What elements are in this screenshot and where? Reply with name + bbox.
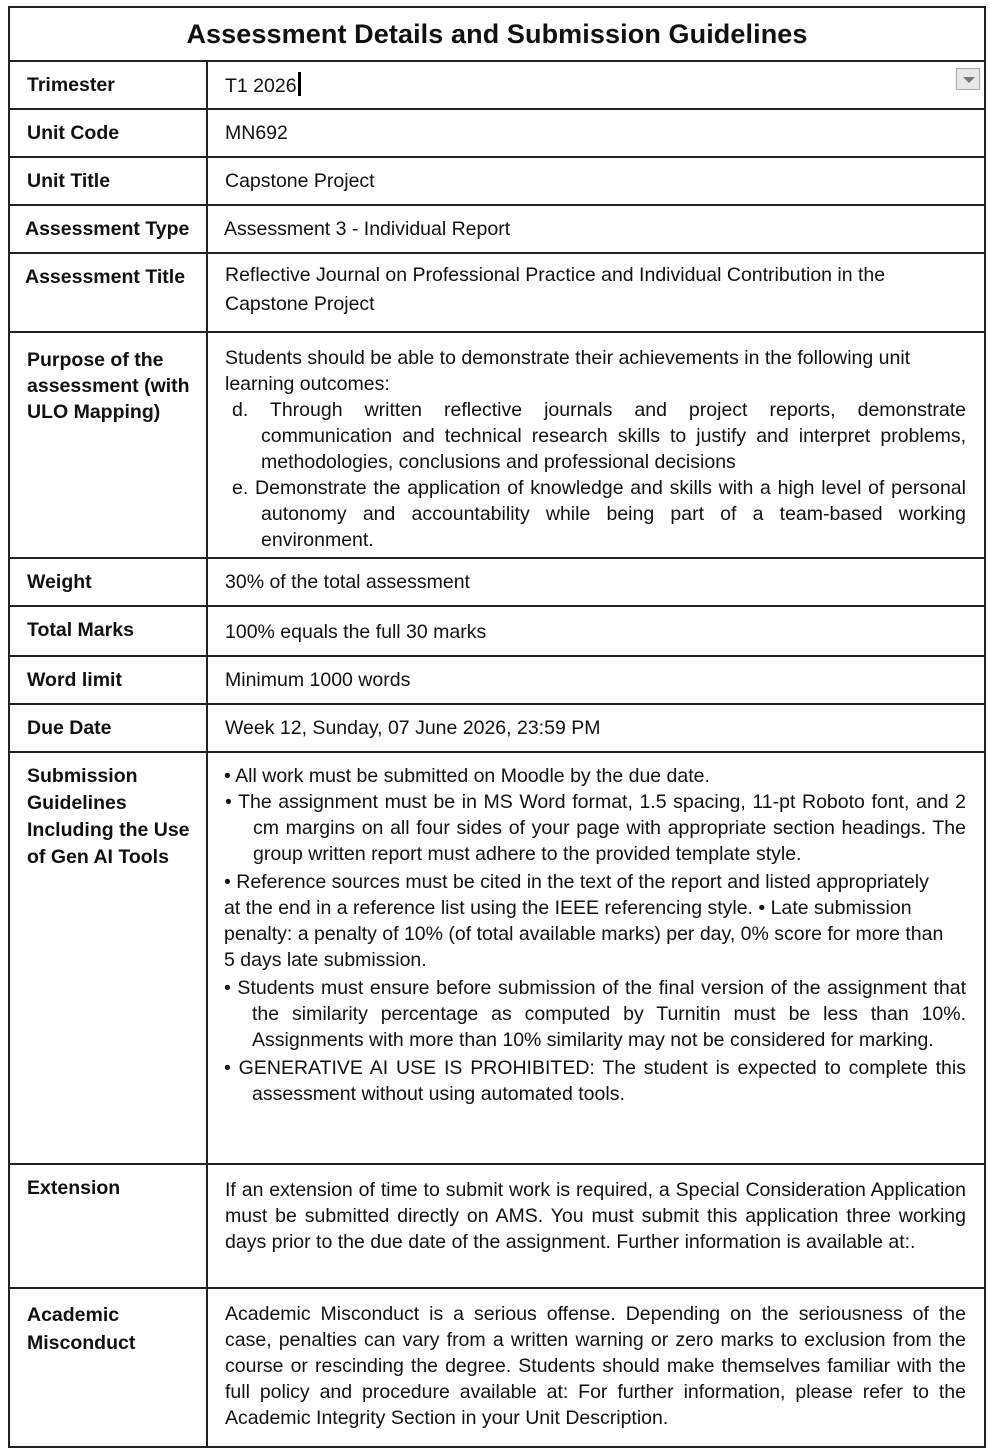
table-header <box>10 8 984 62</box>
ulo-list <box>225 397 966 553</box>
text-cursor <box>298 72 301 96</box>
assessment-title-value: Reflective Journal on Professional Practice and Individual Contribution in the Capstone Project <box>225 264 886 315</box>
row-submission-guidelines <box>10 753 984 1165</box>
row-extension <box>10 1165 984 1289</box>
row-label: Trimester <box>10 62 208 108</box>
assessment-type-value: Assessment 3 - Individual Report <box>224 218 511 240</box>
row-weight <box>10 559 984 607</box>
row-assessment-title <box>10 254 984 333</box>
guideline-item: • All work must be submitted on Moodle by the due date. <box>224 765 710 787</box>
guideline-item: • GENERATIVE AI USE IS PROHIBITED: The student is expected to complete this assessment without using automated tools. <box>224 1057 966 1105</box>
word-limit-value: Minimum 1000 words <box>225 669 411 691</box>
row-label: Word limit <box>10 657 208 703</box>
unit-title-value: Capstone Project <box>225 170 375 192</box>
row-label: Assessment Title <box>10 254 208 331</box>
unit-code-value: MN692 <box>225 122 288 144</box>
row-trimester <box>10 62 984 110</box>
guideline-item: • The assignment must be in MS Word format, 1.5 spacing, 11-pt Roboto font, and 2 cm margins on all four sides of your page with appropriate section headings. The group written report must adhere to the provided template style. <box>225 791 966 865</box>
purpose-intro: Students should be able to demonstrate their achievements in the following unit learning outcomes: <box>225 347 911 395</box>
trimester-text: T1 2026 <box>225 75 297 97</box>
submission-guidelines-value <box>208 753 984 1163</box>
row-purpose <box>10 333 984 559</box>
row-label: Assessment Type <box>10 206 208 252</box>
row-label: Academic Misconduct <box>10 1289 208 1446</box>
row-word-limit <box>10 657 984 705</box>
row-label: Unit Title <box>10 158 208 204</box>
trimester-value[interactable] <box>208 62 984 108</box>
ulo-item-d: d. Through written reflective journals and project reports, demonstrate communication and technical research skills to justify and interpret problems, methodologies, conclusions and professional decisions <box>232 399 966 473</box>
assessment-details-table <box>8 6 986 1448</box>
due-date-value: Week 12, Sunday, 07 June 2026, 23:59 PM <box>225 717 601 739</box>
extension-value: If an extension of time to submit work is required, a Special Consideration Application must be submitted directly on AMS. You must submit this application three working days prior to the due date of the assignment. Further information is available at:. <box>225 1179 966 1253</box>
row-due-date <box>10 705 984 753</box>
ulo-item-e: e. Demonstrate the application of knowledge and skills with a high level of personal autonomy and accountability while being part of a team-based working environment. <box>232 477 966 551</box>
row-label: Due Date <box>10 705 208 751</box>
guideline-item: • Students must ensure before submission of the final version of the assignment that the similarity percentage as computed by Turnitin must be less than 10%. Assignments with more than 10% similarity may not be considered for marking. <box>224 977 966 1051</box>
purpose-value <box>208 333 984 557</box>
document-title: Assessment Details and Submission Guidelines <box>186 18 808 49</box>
row-total-marks <box>10 607 984 657</box>
row-label: Unit Code <box>10 110 208 156</box>
row-label: Submission Guidelines Including the Use of Gen AI Tools <box>10 753 208 1163</box>
total-marks-value: 100% equals the full 30 marks <box>225 621 487 643</box>
guideline-item: • Reference sources must be cited in the text of the report and listed appropriately at the end in a reference list using the IEEE referencing style. • Late submission penalty: a penalty of 10% (of total available marks) per day, 0% score for more than 5 days late submission. <box>224 871 944 971</box>
row-unit-title <box>10 158 984 206</box>
row-assessment-type <box>10 206 984 254</box>
row-label: Purpose of the assessment (with ULO Mapping) <box>10 333 208 557</box>
row-unit-code <box>10 110 984 158</box>
row-label: Weight <box>10 559 208 605</box>
row-label: Total Marks <box>10 607 208 655</box>
guidelines-list <box>218 763 966 1107</box>
row-label: Extension <box>10 1165 208 1287</box>
row-academic-misconduct <box>10 1289 984 1446</box>
weight-value: 30% of the total assessment <box>225 571 470 593</box>
misconduct-value: Academic Misconduct is a serious offense. Depending on the seriousness of the case, penalties can vary from a written warning or zero marks to exclusion from the course or rescinding the degree. Students should make themselves familiar with the full policy and procedure available at: For further information, please refer to the Academic Integrity Section in your Unit Description. <box>225 1303 966 1429</box>
chevron-down-icon[interactable] <box>956 68 980 90</box>
